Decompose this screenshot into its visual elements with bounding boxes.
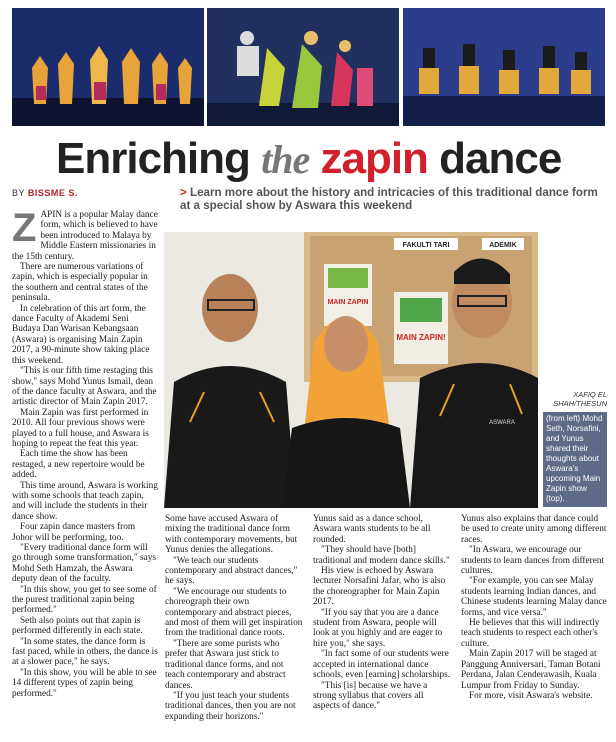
article-column-1 xyxy=(12,206,158,699)
sign-akademik: ADEMIK xyxy=(489,242,517,249)
standfirst-text: Learn more about the history and intricacies of this traditional dance form at a special show by Aswara this weekend xyxy=(180,186,598,212)
photo-caption: (from left) Mohd Seth, Norsafini, and Yunus shared their thoughts about Aswara's upcoming Main Zapin show (top). xyxy=(543,412,607,507)
col3-paragraph-6: "This [is] because we have a strong syllabus that covers all aspects of dance." xyxy=(313,680,428,712)
col1-paragraph-8: Four zapin dance masters from Johor will be performing, too. xyxy=(12,522,136,543)
col1-paragraph-6: Each time the show has been restaged, a new repertoire would be added. xyxy=(12,449,145,481)
col4-paragraph-1: Yunus also explains that dance could be used to create unity among different races. xyxy=(461,514,607,545)
poster-1-text: MAIN ZAPIN xyxy=(327,299,369,306)
col4-paragraph-6: For more, visit Aswara's website. xyxy=(469,690,593,701)
standfirst-arrow: > xyxy=(180,186,187,199)
col3-paragraph-4: "If you say that you are a dance student from Aswara, people will look at you highly and are eager to hire you," she says. xyxy=(313,607,443,649)
col1-paragraph-2: There are numerous variations of zapin, which is especially popular in the southern and central states of the peninsula. xyxy=(12,262,148,304)
col2-paragraph-3: "We encourage our students to choreograph their own contemporary and abstract pieces, and most of them will get inspiration from the traditional dance roots. xyxy=(165,586,303,639)
headline xyxy=(56,134,576,184)
col3-paragraph-5: "In fact some of our students were accepted in international dance schools, even [earning] scholarships. xyxy=(313,649,451,681)
col3-paragraph-2: "They should have [both] traditional and modern dance skills." xyxy=(313,545,450,566)
poster-2-text: MAIN ZAPIN! xyxy=(396,333,446,342)
standfirst xyxy=(180,186,600,212)
headline-part-4: dance xyxy=(427,134,562,183)
col1-paragraph-12: "In some states, the dance form is fast paced, while in others, the dance is at a slower pace," he says. xyxy=(12,636,158,668)
article-column-4 xyxy=(461,514,607,701)
byline-author: BISSME S. xyxy=(27,188,78,198)
col2-paragraph-1: Some have accused Aswara of mixing the traditional dance form with contemporary movements, but Yunus denies the allegations. xyxy=(165,514,298,556)
col1-paragraph-4: "This is our fifth time restaging this show," says Mohd Yunus Ismail, dean of the dance faculty at Aswara, and the artistic director of Main Zapin 2017. xyxy=(12,366,157,408)
col4-paragraph-4: He believes that this will indirectly teach students to respect each other's culture. xyxy=(461,618,600,649)
main-photo xyxy=(164,232,538,508)
col4-paragraph-2: "In Aswara, we encourage our students to learn dances from different cultures. xyxy=(461,545,605,577)
sign-faculty: FAKULTI TARI xyxy=(402,242,450,249)
article-column-3 xyxy=(313,514,451,712)
col1-paragraph-13: "In this show, you will be able to see 14 different types of zapin being performed." xyxy=(12,667,157,699)
col2-paragraph-5: "If you just teach your students traditional dances, then you are not expanding their horizons." xyxy=(165,690,296,722)
col3-paragraph-1: Yunus said as a dance school, Aswara wants students to be all rounded. xyxy=(313,514,431,545)
col1-paragraph-11: Seth also points out that zapin is performed differently in each state. xyxy=(12,615,143,637)
col1-paragraph-1: APIN is a popular Malay dance form, which is believed to have been introduced to Malaya by Middle Eastern missionaries in the 15th century. xyxy=(12,210,158,262)
col1-paragraph-3: In celebration of this art form, the dance Faculty of Akademi Seni Budaya Dan Warisan Kebangsaan (Aswara) is organising Main Zapin 2017, a 90-minute show taking place this weekend. xyxy=(12,303,150,366)
article-column-2 xyxy=(165,514,303,722)
col1-paragraph-7: This time around, Aswara is working with some schools that teach zapin, and will include the students in their dance show. xyxy=(12,480,158,522)
stage-photo-left xyxy=(12,8,204,126)
photo-credit: XAFIQ EL SHAH/THESUN xyxy=(553,390,607,408)
headline-the: the xyxy=(261,137,310,182)
headline-part-1: Enriching xyxy=(56,134,262,183)
col2-paragraph-4: "There are some purists who prefer that Aswara just stick to traditional dance forms, and not teach contemporary and abstract dances. xyxy=(165,638,286,691)
col4-paragraph-3: "For example, you can see Malay students learning Indian dances, and Chinese students learning Malay dance forms, and vice versa." xyxy=(461,576,607,618)
col1-paragraph-9: "Every traditional dance form will go through some transformation," says Mohd Seth Hamzah, the Aswara deputy dean of the faculty. xyxy=(12,543,157,585)
byline xyxy=(12,188,78,198)
stage-photo-middle xyxy=(207,8,399,126)
drop-cap: Z xyxy=(12,206,37,250)
col1-paragraph-10: "In this show, you get to see some of the purest traditional zapin being performed." xyxy=(12,584,157,616)
col2-paragraph-2: "We teach our students contemporary and abstract dances," he says. xyxy=(165,555,298,587)
col3-paragraph-3: His view is echoed by Aswara lecturer Norsafini Jafar, who is also the choreographer for Main Zapin 2017. xyxy=(313,566,446,608)
col1-paragraph-5: Main Zapin was first performed in 2010. All four previous shows were played to a full house, and Aswara is hoping to repeat the feat this year. xyxy=(12,407,149,449)
col4-paragraph-5: Main Zapin 2017 will be staged at Panggung Anniversari, Taman Botani Perdana, Jalan Cenderawasih, Kuala Lumpur from Friday to Sunday. xyxy=(461,649,601,691)
byline-prefix: BY xyxy=(12,188,28,198)
shirt-logo: ASWARA xyxy=(489,420,515,426)
headline-zapin: zapin xyxy=(320,134,428,183)
stage-photo-right xyxy=(403,8,605,126)
